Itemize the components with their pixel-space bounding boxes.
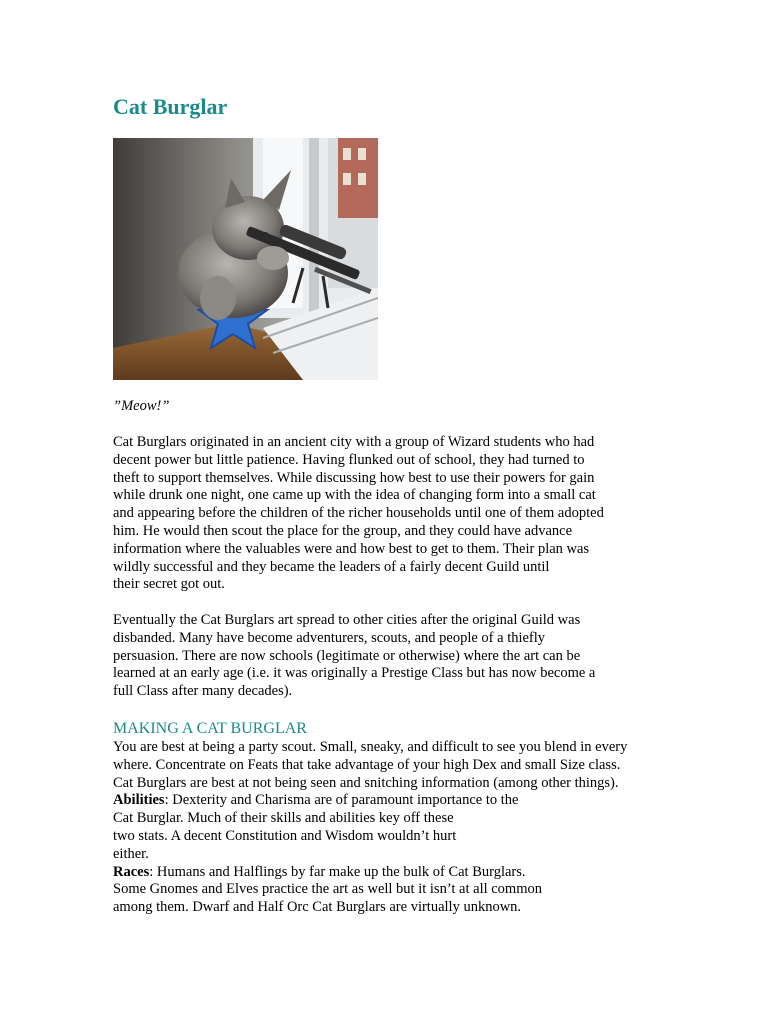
abilities-text: : Dexterity and Charisma are of paramount importance to the (164, 792, 519, 809)
text-line: theft to support themselves. While discussing how best to use their powers for gain (113, 469, 595, 486)
text-line: Cat Burglars are best at not being seen and snitching information (among other things). (113, 774, 619, 791)
cat-quote: ”Meow!” (113, 398, 170, 414)
section-heading: MAKING A CAT BURGLAR (113, 720, 307, 737)
text-line: Eventually the Cat Burglars art spread to other cities after the original Guild was (113, 612, 581, 628)
text-line: disbanded. Many have become adventurers, scouts, and people of a thiefly (113, 629, 546, 646)
text-line: either. (113, 845, 149, 862)
text-line: Cat Burglars originated in an ancient city with a group of Wizard students who had (113, 434, 595, 450)
abilities-line (113, 792, 627, 810)
abilities-label: Abilities (113, 792, 165, 809)
text-line: You are best at being a party scout. Small, sneaky, and difficult to see you blend in every (113, 739, 628, 755)
races-text: : Humans and Halflings by far make up the bulk of Cat Burglars. (149, 863, 526, 880)
text-line: Cat Burglar. Much of their skills and abilities key off these (113, 810, 454, 827)
text-line: him. He would then scout the place for the group, and they could have advance (113, 522, 573, 539)
text-line: full Class after many decades). (113, 683, 293, 700)
history-paragraph (113, 612, 595, 701)
text-line: information where the valuables were and how best to get to them. Their plan was (113, 540, 590, 557)
kitten-with-rifle-photo (113, 138, 378, 380)
text-line: among them. Dwarf and Half Orc Cat Burglars are virtually unknown. (113, 899, 522, 916)
text-line: wildly successful and they became the leaders of a fairly decent Guild until (113, 558, 550, 575)
text-line: decent power but little patience. Having flunked out of school, they had turned to (113, 451, 585, 468)
intro-paragraph (113, 434, 604, 594)
text-line: their secret got out. (113, 576, 225, 593)
text-line: learned at an early age (i.e. it was originally a Prestige Class but has now become a (113, 665, 596, 682)
races-label: Races (113, 863, 150, 880)
making-section-body (113, 739, 627, 917)
text-line: two stats. A decent Constitution and Wisdom wouldn’t hurt (113, 827, 457, 844)
races-line (113, 864, 627, 882)
text-line: while drunk one night, one came up with the idea of changing form into a small cat (113, 487, 596, 504)
text-line: Some Gnomes and Elves practice the art as well but it isn’t at all common (113, 881, 542, 898)
text-line: where. Concentrate on Feats that take advantage of your high Dex and small Size class. (113, 756, 621, 773)
page-title: Cat Burglar (113, 94, 228, 119)
text-line: and appearing before the children of the richer households until one of them adopted (113, 505, 604, 522)
text-line: persuasion. There are now schools (legitimate or otherwise) where the art can be (113, 647, 581, 664)
